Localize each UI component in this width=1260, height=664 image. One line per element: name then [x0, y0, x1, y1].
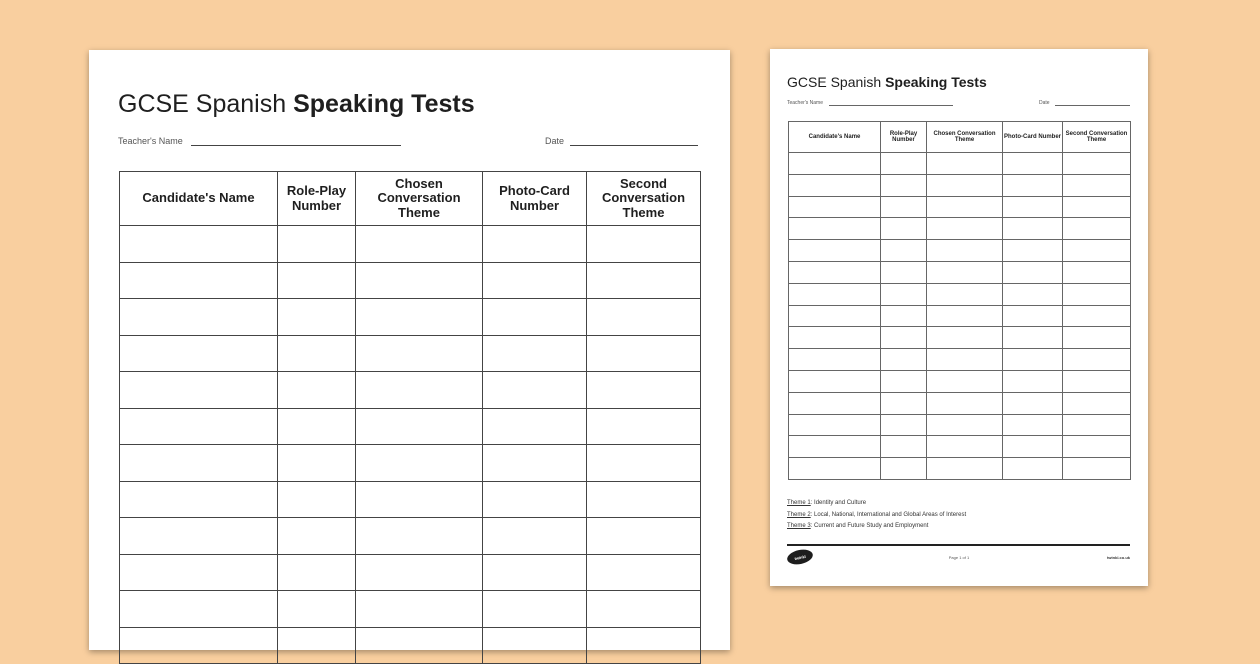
table-cell	[356, 481, 483, 518]
table-row	[120, 372, 701, 409]
title-regular: GCSE Spanish	[787, 74, 886, 90]
table-cell	[1063, 261, 1131, 283]
table-cell	[1063, 458, 1131, 480]
table-cell	[483, 262, 587, 299]
table-cell	[1003, 196, 1063, 218]
table-row	[120, 335, 701, 372]
table-cell	[278, 408, 356, 445]
table-cell	[587, 481, 701, 518]
table-cell	[927, 261, 1003, 283]
teacher-name-label: Teacher's Name	[787, 100, 823, 106]
table-cell	[927, 458, 1003, 480]
worksheet-title	[118, 90, 475, 119]
table-cell	[120, 481, 278, 518]
table-cell	[789, 240, 881, 262]
table-cell	[789, 458, 881, 480]
table-cell	[587, 627, 701, 664]
table-cell	[789, 305, 881, 327]
table-cell	[1063, 392, 1131, 414]
table-cell	[881, 240, 927, 262]
table-cell	[789, 174, 881, 196]
table-cell	[1003, 392, 1063, 414]
table-cell	[1003, 458, 1063, 480]
table-cell	[881, 196, 927, 218]
worksheet-page-small	[770, 49, 1148, 586]
table-header-row	[120, 172, 701, 226]
table-cell	[356, 299, 483, 336]
table-row	[789, 218, 1131, 240]
table-cell	[1063, 153, 1131, 175]
table-cell	[483, 299, 587, 336]
worksheet-page-large	[89, 50, 730, 650]
teacher-name-label: Teacher's Name	[118, 136, 183, 146]
table-cell	[1063, 174, 1131, 196]
table-cell	[483, 408, 587, 445]
table-cell	[1003, 174, 1063, 196]
table-cell	[881, 414, 927, 436]
table-cell	[278, 335, 356, 372]
column-header: Photo-Card Number	[483, 172, 587, 226]
table-row	[789, 327, 1131, 349]
table-cell	[120, 408, 278, 445]
table-cell	[278, 262, 356, 299]
table-cell	[789, 196, 881, 218]
table-row	[789, 436, 1131, 458]
table-cell	[356, 335, 483, 372]
table-cell	[278, 299, 356, 336]
table-cell	[587, 262, 701, 299]
table-cell	[1003, 370, 1063, 392]
table-cell	[1003, 305, 1063, 327]
title-bold: Speaking Tests	[293, 90, 475, 118]
table-cell	[789, 414, 881, 436]
table-row	[789, 392, 1131, 414]
table-cell	[356, 627, 483, 664]
table-row	[120, 299, 701, 336]
teacher-name-field	[118, 136, 401, 146]
title-regular: GCSE Spanish	[118, 90, 294, 118]
table-cell	[927, 370, 1003, 392]
table-cell	[927, 349, 1003, 371]
table-cell	[881, 370, 927, 392]
table-header-row	[789, 122, 1131, 153]
table-cell	[587, 445, 701, 482]
table-cell	[120, 445, 278, 482]
table-cell	[927, 327, 1003, 349]
theme-tag: Theme 3	[787, 523, 811, 529]
table-row	[120, 408, 701, 445]
theme-tag: Theme 1	[787, 500, 811, 506]
table-cell	[483, 372, 587, 409]
theme-line	[787, 498, 966, 510]
theme-line	[787, 510, 966, 522]
table-cell	[120, 591, 278, 628]
table-row	[789, 196, 1131, 218]
table-cell	[483, 554, 587, 591]
table-row	[120, 226, 701, 263]
table-cell	[789, 327, 881, 349]
column-header: Role-Play Number	[278, 172, 356, 226]
table-cell	[1003, 240, 1063, 262]
date-line	[570, 145, 698, 146]
table-cell	[1003, 218, 1063, 240]
table-cell	[881, 327, 927, 349]
date-line	[1055, 105, 1130, 106]
table-cell	[587, 554, 701, 591]
table-cell	[1063, 370, 1131, 392]
title-bold: Speaking Tests	[885, 74, 987, 90]
theme-text: : Local, National, International and Global Areas of Interest	[810, 511, 967, 518]
table-cell	[278, 518, 356, 555]
table-cell	[278, 627, 356, 664]
table-cell	[483, 226, 587, 263]
table-cell	[1003, 436, 1063, 458]
table-row	[120, 481, 701, 518]
table-cell	[927, 392, 1003, 414]
table-cell	[356, 518, 483, 555]
table-cell	[356, 226, 483, 263]
table-row	[789, 261, 1131, 283]
table-row	[120, 262, 701, 299]
table-cell	[278, 554, 356, 591]
table-cell	[587, 518, 701, 555]
table-cell	[927, 218, 1003, 240]
twinkl-logo: twinkl	[786, 547, 814, 566]
teacher-name-field	[787, 100, 953, 106]
table-cell	[483, 335, 587, 372]
speaking-tests-table	[788, 121, 1131, 480]
date-field	[1039, 100, 1130, 106]
table-cell	[120, 262, 278, 299]
column-header: Chosen Conversation Theme	[927, 122, 1003, 153]
speaking-tests-table	[119, 171, 701, 664]
table-cell	[1063, 349, 1131, 371]
table-cell	[483, 445, 587, 482]
table-cell	[1063, 414, 1131, 436]
column-header: Chosen Conversation Theme	[356, 172, 483, 226]
table-cell	[1063, 305, 1131, 327]
themes-key	[787, 498, 966, 533]
table-cell	[927, 414, 1003, 436]
date-label: Date	[545, 136, 565, 146]
page-number: Page 1 of 1	[948, 555, 970, 560]
theme-tag: Theme 2	[787, 511, 811, 518]
table-row	[120, 445, 701, 482]
table-cell	[120, 518, 278, 555]
table-cell	[927, 153, 1003, 175]
table-cell	[927, 283, 1003, 305]
table-cell	[881, 153, 927, 175]
table-cell	[587, 372, 701, 409]
table-cell	[789, 283, 881, 305]
theme-line	[787, 521, 966, 533]
table-cell	[587, 226, 701, 263]
theme-text: : Identity and Culture	[810, 500, 867, 506]
table-cell	[789, 218, 881, 240]
date-label: Date	[1039, 100, 1050, 106]
table-cell	[789, 349, 881, 371]
table-cell	[1063, 218, 1131, 240]
column-header: Candidate's Name	[120, 172, 278, 226]
table-cell	[278, 226, 356, 263]
table-cell	[356, 372, 483, 409]
table-cell	[278, 372, 356, 409]
table-cell	[927, 196, 1003, 218]
table-cell	[1003, 349, 1063, 371]
column-header: Photo-Card Number	[1003, 122, 1063, 153]
table-row	[789, 458, 1131, 480]
table-cell	[881, 436, 927, 458]
table-cell	[1063, 196, 1131, 218]
table-cell	[356, 554, 483, 591]
teacher-name-line	[191, 145, 401, 146]
table-cell	[356, 408, 483, 445]
table-cell	[483, 627, 587, 664]
table-cell	[881, 174, 927, 196]
table-cell	[881, 458, 927, 480]
table-cell	[483, 591, 587, 628]
table-cell	[881, 392, 927, 414]
table-cell	[120, 335, 278, 372]
column-header: Second Conversation Theme	[1063, 122, 1131, 153]
table-cell	[1003, 283, 1063, 305]
table-row	[789, 153, 1131, 175]
table-cell	[881, 218, 927, 240]
table-row	[120, 627, 701, 664]
table-cell	[120, 226, 278, 263]
worksheet-title	[787, 74, 987, 90]
table-cell	[587, 299, 701, 336]
table-body	[789, 153, 1131, 480]
table-cell	[356, 591, 483, 628]
table-cell	[1003, 261, 1063, 283]
table-cell	[1063, 327, 1131, 349]
table-cell	[356, 262, 483, 299]
table-cell	[278, 591, 356, 628]
table-cell	[789, 153, 881, 175]
table-cell	[1003, 414, 1063, 436]
table-cell	[789, 436, 881, 458]
table-cell	[881, 283, 927, 305]
table-cell	[1003, 327, 1063, 349]
table-row	[789, 349, 1131, 371]
table-cell	[587, 591, 701, 628]
table-body	[120, 226, 701, 664]
table-cell	[120, 299, 278, 336]
column-header: Candidate's Name	[789, 122, 881, 153]
table-cell	[587, 335, 701, 372]
table-row	[789, 414, 1131, 436]
table-cell	[587, 408, 701, 445]
table-cell	[120, 372, 278, 409]
table-cell	[927, 174, 1003, 196]
column-header: Second Conversation Theme	[587, 172, 701, 226]
table-cell	[927, 436, 1003, 458]
table-cell	[1063, 283, 1131, 305]
table-row	[789, 174, 1131, 196]
table-row	[120, 554, 701, 591]
table-cell	[1003, 153, 1063, 175]
theme-text: : Current and Future Study and Employment	[810, 523, 929, 529]
table-cell	[1063, 436, 1131, 458]
table-cell	[1063, 240, 1131, 262]
date-field	[545, 136, 698, 146]
table-cell	[120, 627, 278, 664]
table-cell	[789, 261, 881, 283]
table-cell	[927, 240, 1003, 262]
table-row	[789, 240, 1131, 262]
site-url: twinkl.co.uk	[1107, 555, 1130, 560]
table-cell	[927, 305, 1003, 327]
table-row	[120, 518, 701, 555]
table-cell	[881, 349, 927, 371]
table-cell	[881, 261, 927, 283]
table-cell	[483, 518, 587, 555]
table-cell	[483, 481, 587, 518]
table-cell	[789, 392, 881, 414]
table-cell	[881, 305, 927, 327]
table-cell	[120, 554, 278, 591]
table-row	[120, 591, 701, 628]
table-row	[789, 305, 1131, 327]
table-row	[789, 370, 1131, 392]
column-header: Role-Play Number	[881, 122, 927, 153]
table-cell	[789, 370, 881, 392]
table-cell	[278, 445, 356, 482]
table-cell	[356, 445, 483, 482]
footer-divider	[787, 544, 1130, 546]
teacher-name-line	[829, 105, 953, 106]
table-cell	[278, 481, 356, 518]
table-row	[789, 283, 1131, 305]
